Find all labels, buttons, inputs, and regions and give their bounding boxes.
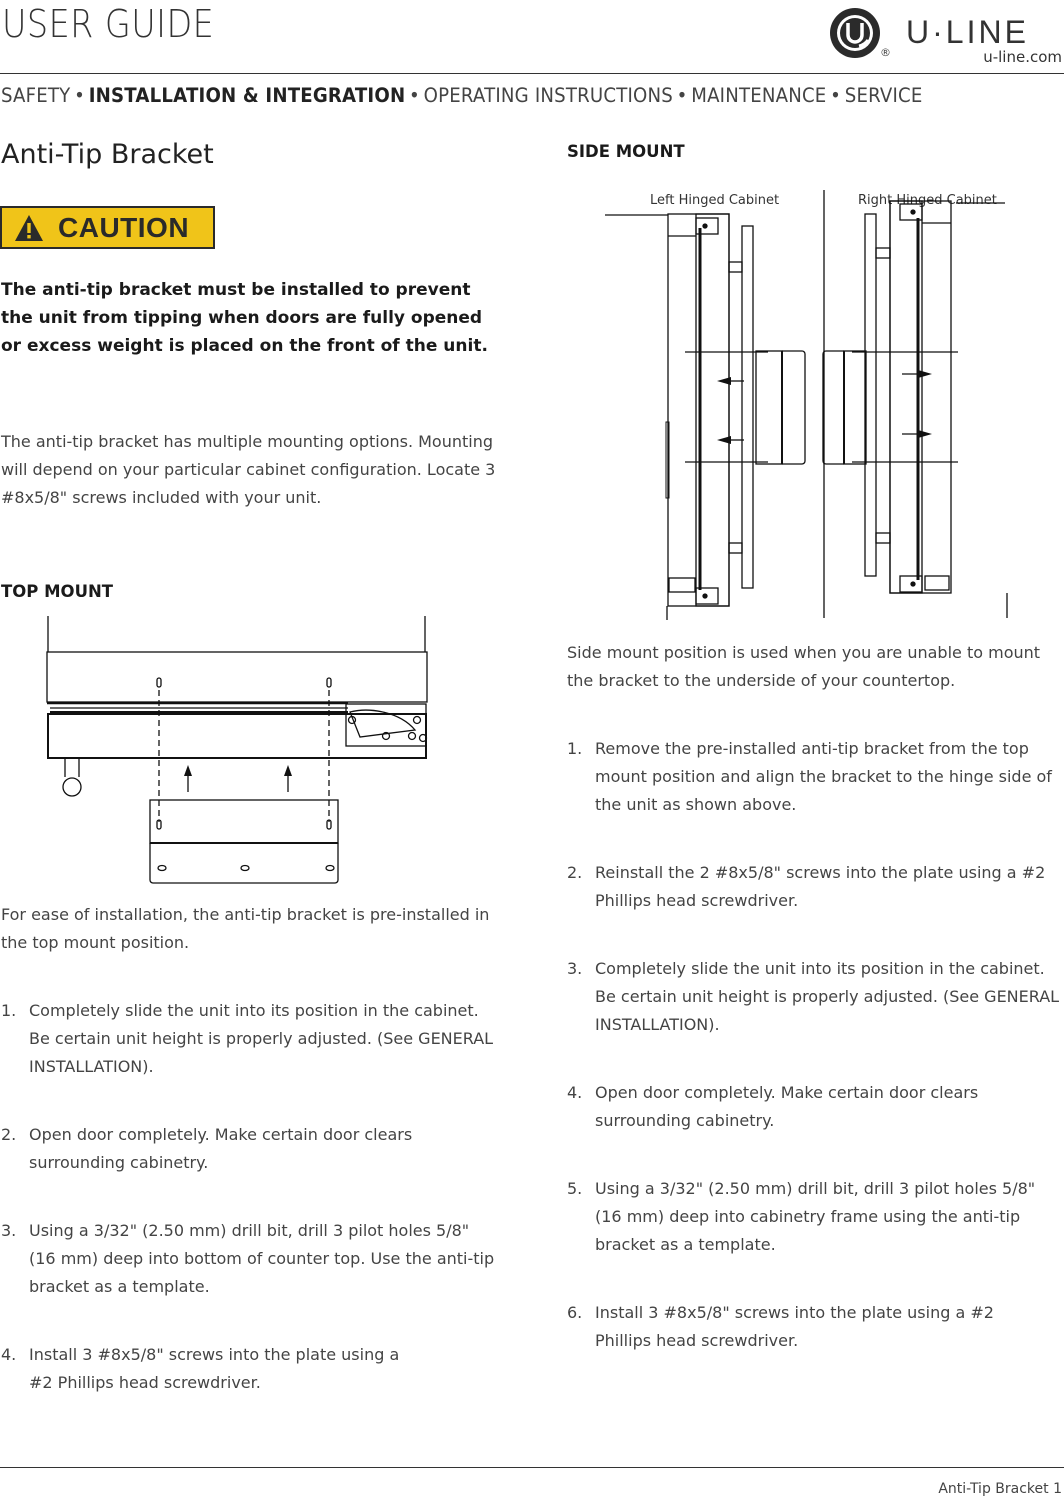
page-heading: Anti-Tip Bracket: [1, 139, 214, 170]
step-text: Open door completely. Make certain door clears surrounding cabinetry.: [29, 1125, 413, 1172]
side-mount-heading: SIDE MOUNT: [567, 142, 685, 161]
caution-label: CAUTION: [58, 211, 190, 243]
step-text: Reinstall the 2 #8x5/8" screws into the plate using a #2 Phillips head screwdriver.: [595, 863, 1046, 910]
step-text: Open door completely. Make certain door clears surrounding cabinetry.: [595, 1083, 979, 1130]
step-text: Completely slide the unit into its position in the cabinet. Be certain unit height is properly adjusted. (See GENERAL INSTALLATION).: [29, 1001, 494, 1076]
nav-item-operating[interactable]: OPERATING INSTRUCTIONS: [423, 84, 673, 107]
document-title: USER GUIDE: [2, 2, 215, 46]
top-mount-heading: TOP MOUNT: [1, 582, 114, 601]
step-number: 3.: [1, 1221, 17, 1240]
footer-divider: [0, 1467, 1064, 1468]
warning-text: The anti-tip bracket must be installed to prevent the unit from tipping when doors are fully opened or excess weight is placed on the front of the unit.: [1, 280, 488, 356]
brand-name: U·LINE: [906, 14, 1029, 50]
registered-mark: ®: [880, 46, 891, 59]
side-mount-step: [567, 1079, 1062, 1135]
side-mount-step: [567, 955, 1062, 1039]
step-text: Completely slide the unit into its position in the cabinet. Be certain unit height is properly adjusted. (See GENERAL INSTALLATION).: [595, 959, 1060, 1034]
step-number: 3.: [567, 959, 583, 978]
nav-separator: •: [830, 84, 842, 107]
nav-separator: •: [676, 84, 688, 107]
top-mount-step: [1, 1121, 496, 1177]
top-mount-step: [1, 1217, 496, 1301]
top-mount-step: [1, 997, 496, 1081]
side-mount-diagram: [600, 188, 1064, 620]
step-number: 1.: [1, 1001, 17, 1020]
page-footer-label: Anti-Tip Bracket 1: [938, 1481, 1062, 1497]
intro-paragraph: The anti-tip bracket has multiple mounting options. Mounting will depend on your particular cabinet configuration. Locate 3 #8x5/8" screws included with your unit.: [1, 432, 496, 507]
step-number: 2.: [1, 1125, 17, 1144]
section-nav: [1, 84, 923, 107]
nav-separator: •: [74, 84, 86, 107]
step-text: Using a 3/32" (2.50 mm) drill bit, drill 3 pilot holes 5/8" (16 mm) deep into cabinetry frame using the anti-tip bracket as a template.: [595, 1179, 1036, 1254]
top-mount-description: For ease of installation, the anti-tip bracket is pre-installed in the top mount position.: [1, 905, 490, 952]
top-mount-step: [1, 1341, 421, 1397]
header-divider: [0, 73, 1064, 74]
step-text: Install 3 #8x5/8" screws into the plate using a #2 Phillips head screwdriver.: [595, 1303, 994, 1350]
step-text: Using a 3/32" (2.50 mm) drill bit, drill 3 pilot holes 5/8" (16 mm) deep into bottom of counter top. Use the anti-tip bracket as a template.: [29, 1221, 495, 1296]
step-text: Remove the pre-installed anti-tip bracket from the top mount position and align the bracket to the hinge side of the unit as shown above.: [595, 739, 1052, 814]
step-number: 4.: [567, 1083, 583, 1102]
step-number: 2.: [567, 863, 583, 882]
top-mount-diagram: [30, 612, 450, 887]
u-line-emblem-icon: [828, 6, 884, 62]
top-mount-steps: [1, 997, 496, 1437]
left-hinged-label: Left Hinged Cabinet: [650, 193, 780, 208]
caution-badge: [0, 206, 215, 249]
nav-item-maintenance[interactable]: MAINTENANCE: [691, 84, 827, 107]
step-number: 6.: [567, 1303, 583, 1322]
warning-triangle-icon: [14, 214, 44, 242]
side-mount-step: [567, 859, 1047, 915]
step-number: 4.: [1, 1345, 17, 1364]
step-number: 1.: [567, 739, 583, 758]
nav-item-installation[interactable]: INSTALLATION & INTEGRATION: [88, 84, 406, 107]
side-mount-steps: [567, 735, 1062, 1395]
brand-url: u-line.com: [983, 48, 1062, 66]
side-mount-step: [567, 735, 1062, 819]
nav-separator: •: [409, 84, 420, 107]
side-mount-step: [567, 1175, 1062, 1259]
right-hinged-label: Right Hinged Cabinet: [858, 193, 997, 208]
step-number: 5.: [567, 1179, 583, 1198]
nav-item-safety[interactable]: SAFETY: [1, 84, 71, 107]
side-mount-description: Side mount position is used when you are unable to mount the bracket to the underside of your countertop.: [567, 643, 1041, 690]
side-mount-step: [567, 1299, 1037, 1355]
nav-item-service[interactable]: SERVICE: [844, 84, 923, 107]
step-text: Install 3 #8x5/8" screws into the plate using a #2 Phillips head screwdriver.: [29, 1345, 400, 1392]
brand-logo: [828, 4, 1064, 66]
